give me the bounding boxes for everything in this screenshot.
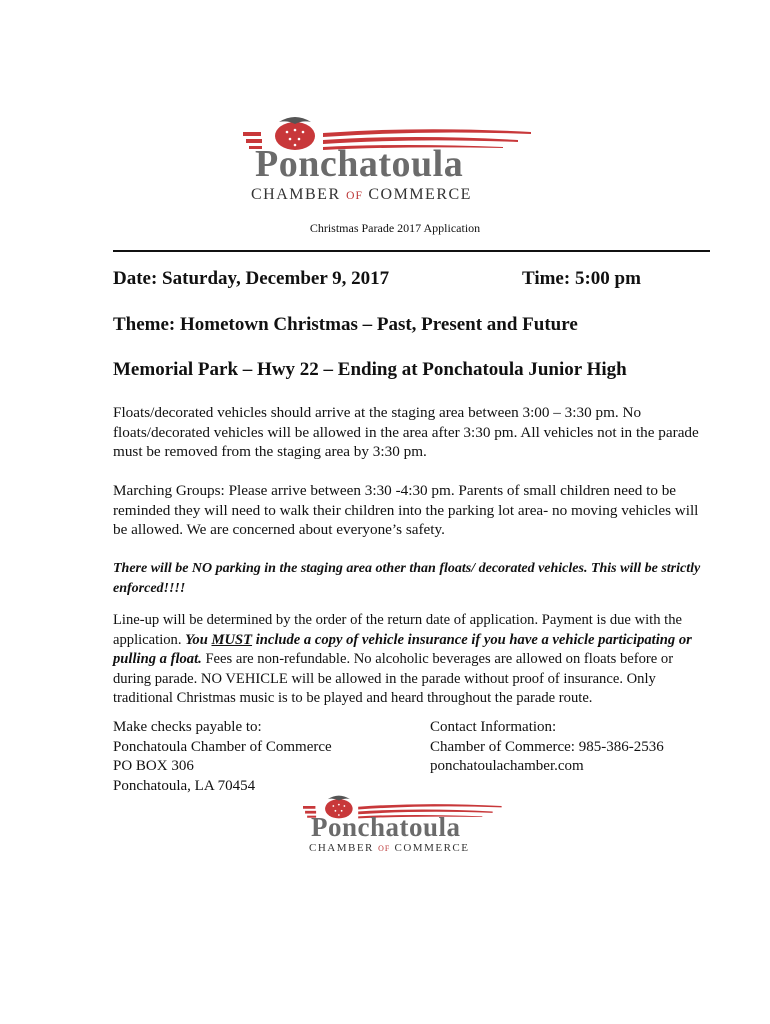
logo-sub-of-bottom: OF [378,844,391,853]
lineup-must: MUST [211,631,253,648]
checks-heading: Make checks payable to: [113,719,262,735]
time-heading: Time: 5:00 pm [522,268,641,289]
logo-wordmark-bottom: Ponchatoula [311,812,461,842]
contact-website[interactable]: ponchatoulachamber.com [430,758,584,774]
parking-warning: There will be NO parking in the staging area other than floats/ decorated vehicles. This will be strictly enforced!!!! [113,561,701,596]
logo-sub-commerce: COMMERCE [368,186,472,203]
logo-subtitle [251,186,472,204]
lineup-you: You [185,631,212,648]
logo-wordmark: Ponchatoula [255,143,464,185]
header-divider [113,250,710,252]
lineup-text-1: Line-up will be determined by the order of the return date of application. Payment is due with the application. [113,612,682,648]
logo-subtitle-bottom [309,842,469,854]
floats-paragraph: Floats/decorated vehicles should arrive at the staging area between 3:00 – 3:30 pm. No floats/decorated vehicles will be allowed in the area after 3:30 pm. All vehicles not in the parade must be removed from the staging area by 3:30 pm. [113,404,699,460]
lineup-insurance: include a copy of vehicle insurance if you have a vehicle participating or pulling a float. [113,631,692,667]
checks-pobox: PO BOX 306 [113,758,194,774]
checks-block [113,718,332,796]
theme-heading: Theme: Hometown Christmas – Past, Present and Future [113,314,578,335]
chamber-logo-bottom [303,792,503,854]
date-heading: Date: Saturday, December 9, 2017 [113,268,390,289]
checks-city: Ponchatoula, LA 70454 [113,777,256,794]
lineup-paragraph [113,611,711,709]
logo-sub-chamber: CHAMBER [251,186,341,203]
lineup-text-2: Fees are non-refundable. No alcoholic beverages are allowed on floats before or during parade. NO VEHICLE will be allowed in the parade without proof of insurance. Only traditional Christmas music is to be played and heard throughout the parade route. [113,651,674,706]
chamber-logo-top [243,112,533,202]
marching-paragraph: Marching Groups: Please arrive between 3:30 -4:30 pm. Parents of small children need to be reminded they will need to walk their children into the parking lot area- no moving vehicles will be allowed. We are concerned about everyone’s safety. [113,482,699,538]
document-subtitle: Christmas Parade 2017 Application [309,221,481,235]
checks-payee: Ponchatoula Chamber of Commerce [113,738,332,755]
logo-sub-commerce-bottom: COMMERCE [394,842,470,854]
logo-sub-of: OF [346,190,363,202]
contact-heading: Contact Information: [430,719,557,735]
contact-phone: Chamber of Commerce: 985-386-2536 [430,738,664,755]
contact-block [430,718,664,777]
logo-sub-chamber-bottom: CHAMBER [309,842,374,854]
route-heading: Memorial Park – Hwy 22 – Ending at Ponchatoula Junior High [113,359,627,380]
